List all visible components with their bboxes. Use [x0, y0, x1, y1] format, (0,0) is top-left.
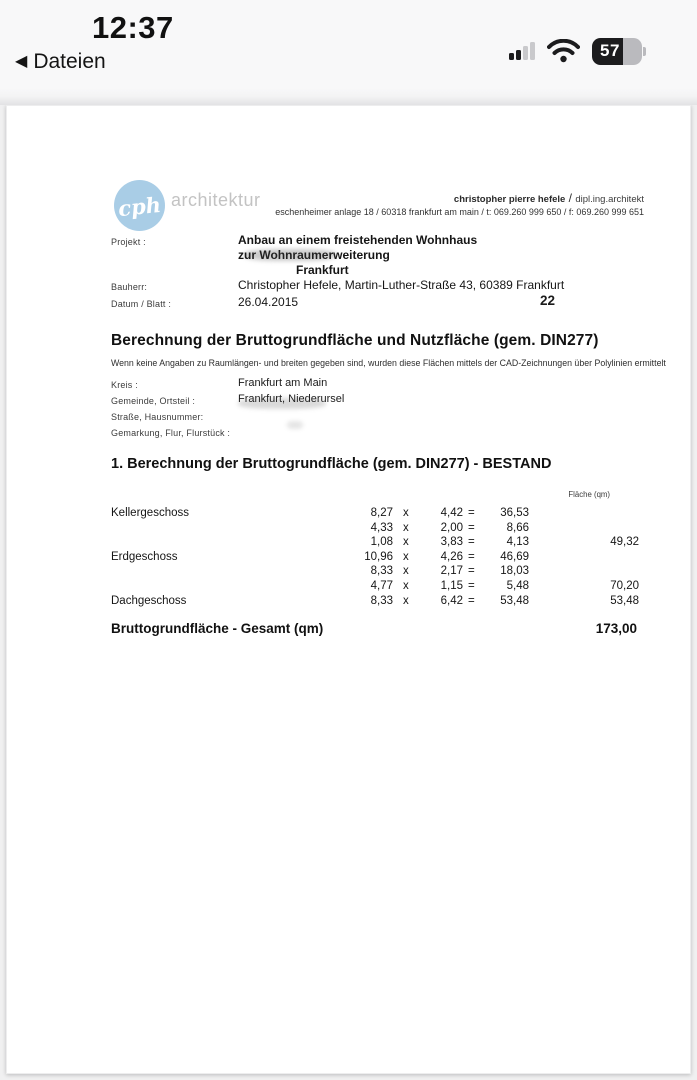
table-row	[7, 564, 692, 579]
clock-time: 12:37	[92, 10, 174, 45]
row-product: 8,66	[506, 521, 529, 534]
gemeinde-value: Frankfurt, Niederursel	[238, 393, 345, 405]
strasse-label: Straße, Hausnummer:	[111, 412, 204, 422]
row-length: 10,96	[364, 550, 393, 563]
contact-name: christopher pierre hefele	[453, 194, 566, 205]
row-equals-sign: =	[468, 565, 475, 578]
row-width: 1,15	[440, 579, 463, 592]
row-product: 36,53	[500, 507, 529, 519]
row-equals-sign: =	[468, 579, 475, 592]
row-width: 2,17	[440, 565, 463, 578]
total-value: 173,00	[595, 621, 637, 636]
row-product: 5,48	[506, 579, 529, 592]
row-multiply-sign: x	[403, 521, 409, 534]
document-subtitle: Wenn keine Angaben zu Raumlängen- und breiten gegeben sind, wurden diese Flächen mittels der CAD-Zeichnungen über Polylinien ermittelt	[111, 358, 666, 368]
projekt-line3: Frankfurt	[296, 263, 349, 277]
table-row	[7, 535, 692, 550]
row-label: Kellergeschoss	[111, 507, 189, 519]
row-width: 4,42	[440, 507, 463, 519]
row-length: 1,08	[370, 536, 393, 549]
row-length: 8,27	[370, 507, 393, 519]
gemeinde-label: Gemeinde, Ortsteil :	[111, 396, 196, 406]
cph-logo	[114, 180, 165, 231]
projekt-line1: Anbau an einem freistehenden Wohnhaus	[238, 233, 478, 247]
row-area-subtotal: 70,20	[610, 579, 639, 592]
projekt-label: Projekt :	[111, 237, 146, 247]
row-width: 4,26	[440, 550, 463, 563]
kreis-value: Frankfurt am Main	[238, 377, 328, 389]
back-to-files-button[interactable]	[15, 49, 106, 75]
contact-slash: /	[565, 191, 576, 205]
cph-logo-text: cph	[117, 191, 163, 222]
table-row	[7, 594, 692, 609]
battery-nub	[643, 47, 646, 56]
battery-icon	[592, 38, 642, 65]
row-area-subtotal: 49,32	[610, 536, 639, 549]
row-multiply-sign: x	[403, 594, 409, 607]
projekt-line2: zur Wohnraumerweiterung	[238, 248, 390, 262]
calculation-table	[7, 506, 692, 608]
row-multiply-sign: x	[403, 579, 409, 592]
contact-name-line	[454, 191, 644, 205]
table-row	[7, 506, 692, 521]
row-product: 4,13	[506, 536, 529, 549]
battery-percent: 57	[600, 41, 620, 60]
row-width: 2,00	[440, 521, 463, 534]
back-triangle-icon: ◀	[15, 53, 28, 70]
wifi-icon	[547, 39, 580, 63]
row-product: 46,69	[500, 550, 529, 563]
row-width: 6,42	[440, 594, 463, 607]
row-multiply-sign: x	[403, 536, 409, 549]
row-width: 3,83	[440, 536, 463, 549]
contact-address: eschenheimer anlage 18 / 60318 frankfurt am main / t: 069.260 999 650 / f: 069.260 999 651	[275, 207, 644, 217]
contact-title: dipl.ing.architekt	[575, 194, 644, 205]
row-multiply-sign: x	[403, 507, 409, 519]
bauherr-value: Christopher Hefele, Martin-Luther-Straße 43, 60389 Frankfurt	[238, 278, 565, 292]
row-product: 18,03	[500, 565, 529, 578]
row-equals-sign: =	[468, 594, 475, 607]
table-row	[7, 550, 692, 565]
datum-blatt-label: Datum / Blatt :	[111, 299, 172, 309]
status-icons	[509, 36, 642, 66]
row-area-subtotal: 53,48	[610, 594, 639, 607]
status-bar	[0, 0, 697, 105]
row-equals-sign: =	[468, 536, 475, 549]
datum-value: 26.04.2015	[238, 295, 299, 309]
row-length: 4,77	[370, 579, 393, 592]
section1-heading: 1. Berechnung der Bruttogrundfläche (gem. DIN277) - BESTAND	[111, 456, 552, 472]
document-title: Berechnung der Bruttogrundfläche und Nutzfläche (gem. DIN277)	[111, 332, 599, 349]
row-length: 8,33	[370, 594, 393, 607]
logo-word: architektur	[171, 190, 261, 210]
row-product: 53,48	[500, 594, 529, 607]
back-label: Dateien	[33, 50, 106, 73]
kreis-label: Kreis :	[111, 380, 138, 390]
gemarkung-label: Gemarkung, Flur, Flurstück :	[111, 428, 231, 438]
row-length: 8,33	[370, 565, 393, 578]
blatt-value: 22	[539, 293, 555, 308]
scan-artifact	[287, 421, 303, 429]
row-equals-sign: =	[468, 521, 475, 534]
table-row	[7, 521, 692, 536]
row-equals-sign: =	[468, 507, 475, 519]
row-multiply-sign: x	[403, 565, 409, 578]
table-row	[7, 579, 692, 594]
cellular-signal-icon	[509, 42, 535, 60]
row-length: 4,33	[370, 521, 393, 534]
row-equals-sign: =	[468, 550, 475, 563]
total-label: Bruttogrundfläche - Gesamt (qm)	[111, 621, 324, 636]
row-label: Erdgeschoss	[111, 550, 178, 563]
row-multiply-sign: x	[403, 550, 409, 563]
document-page[interactable]	[6, 105, 691, 1074]
area-column-header: Fläche (qm)	[568, 490, 610, 499]
bauherr-label: Bauherr:	[111, 282, 148, 292]
row-label: Dachgeschoss	[111, 594, 187, 607]
